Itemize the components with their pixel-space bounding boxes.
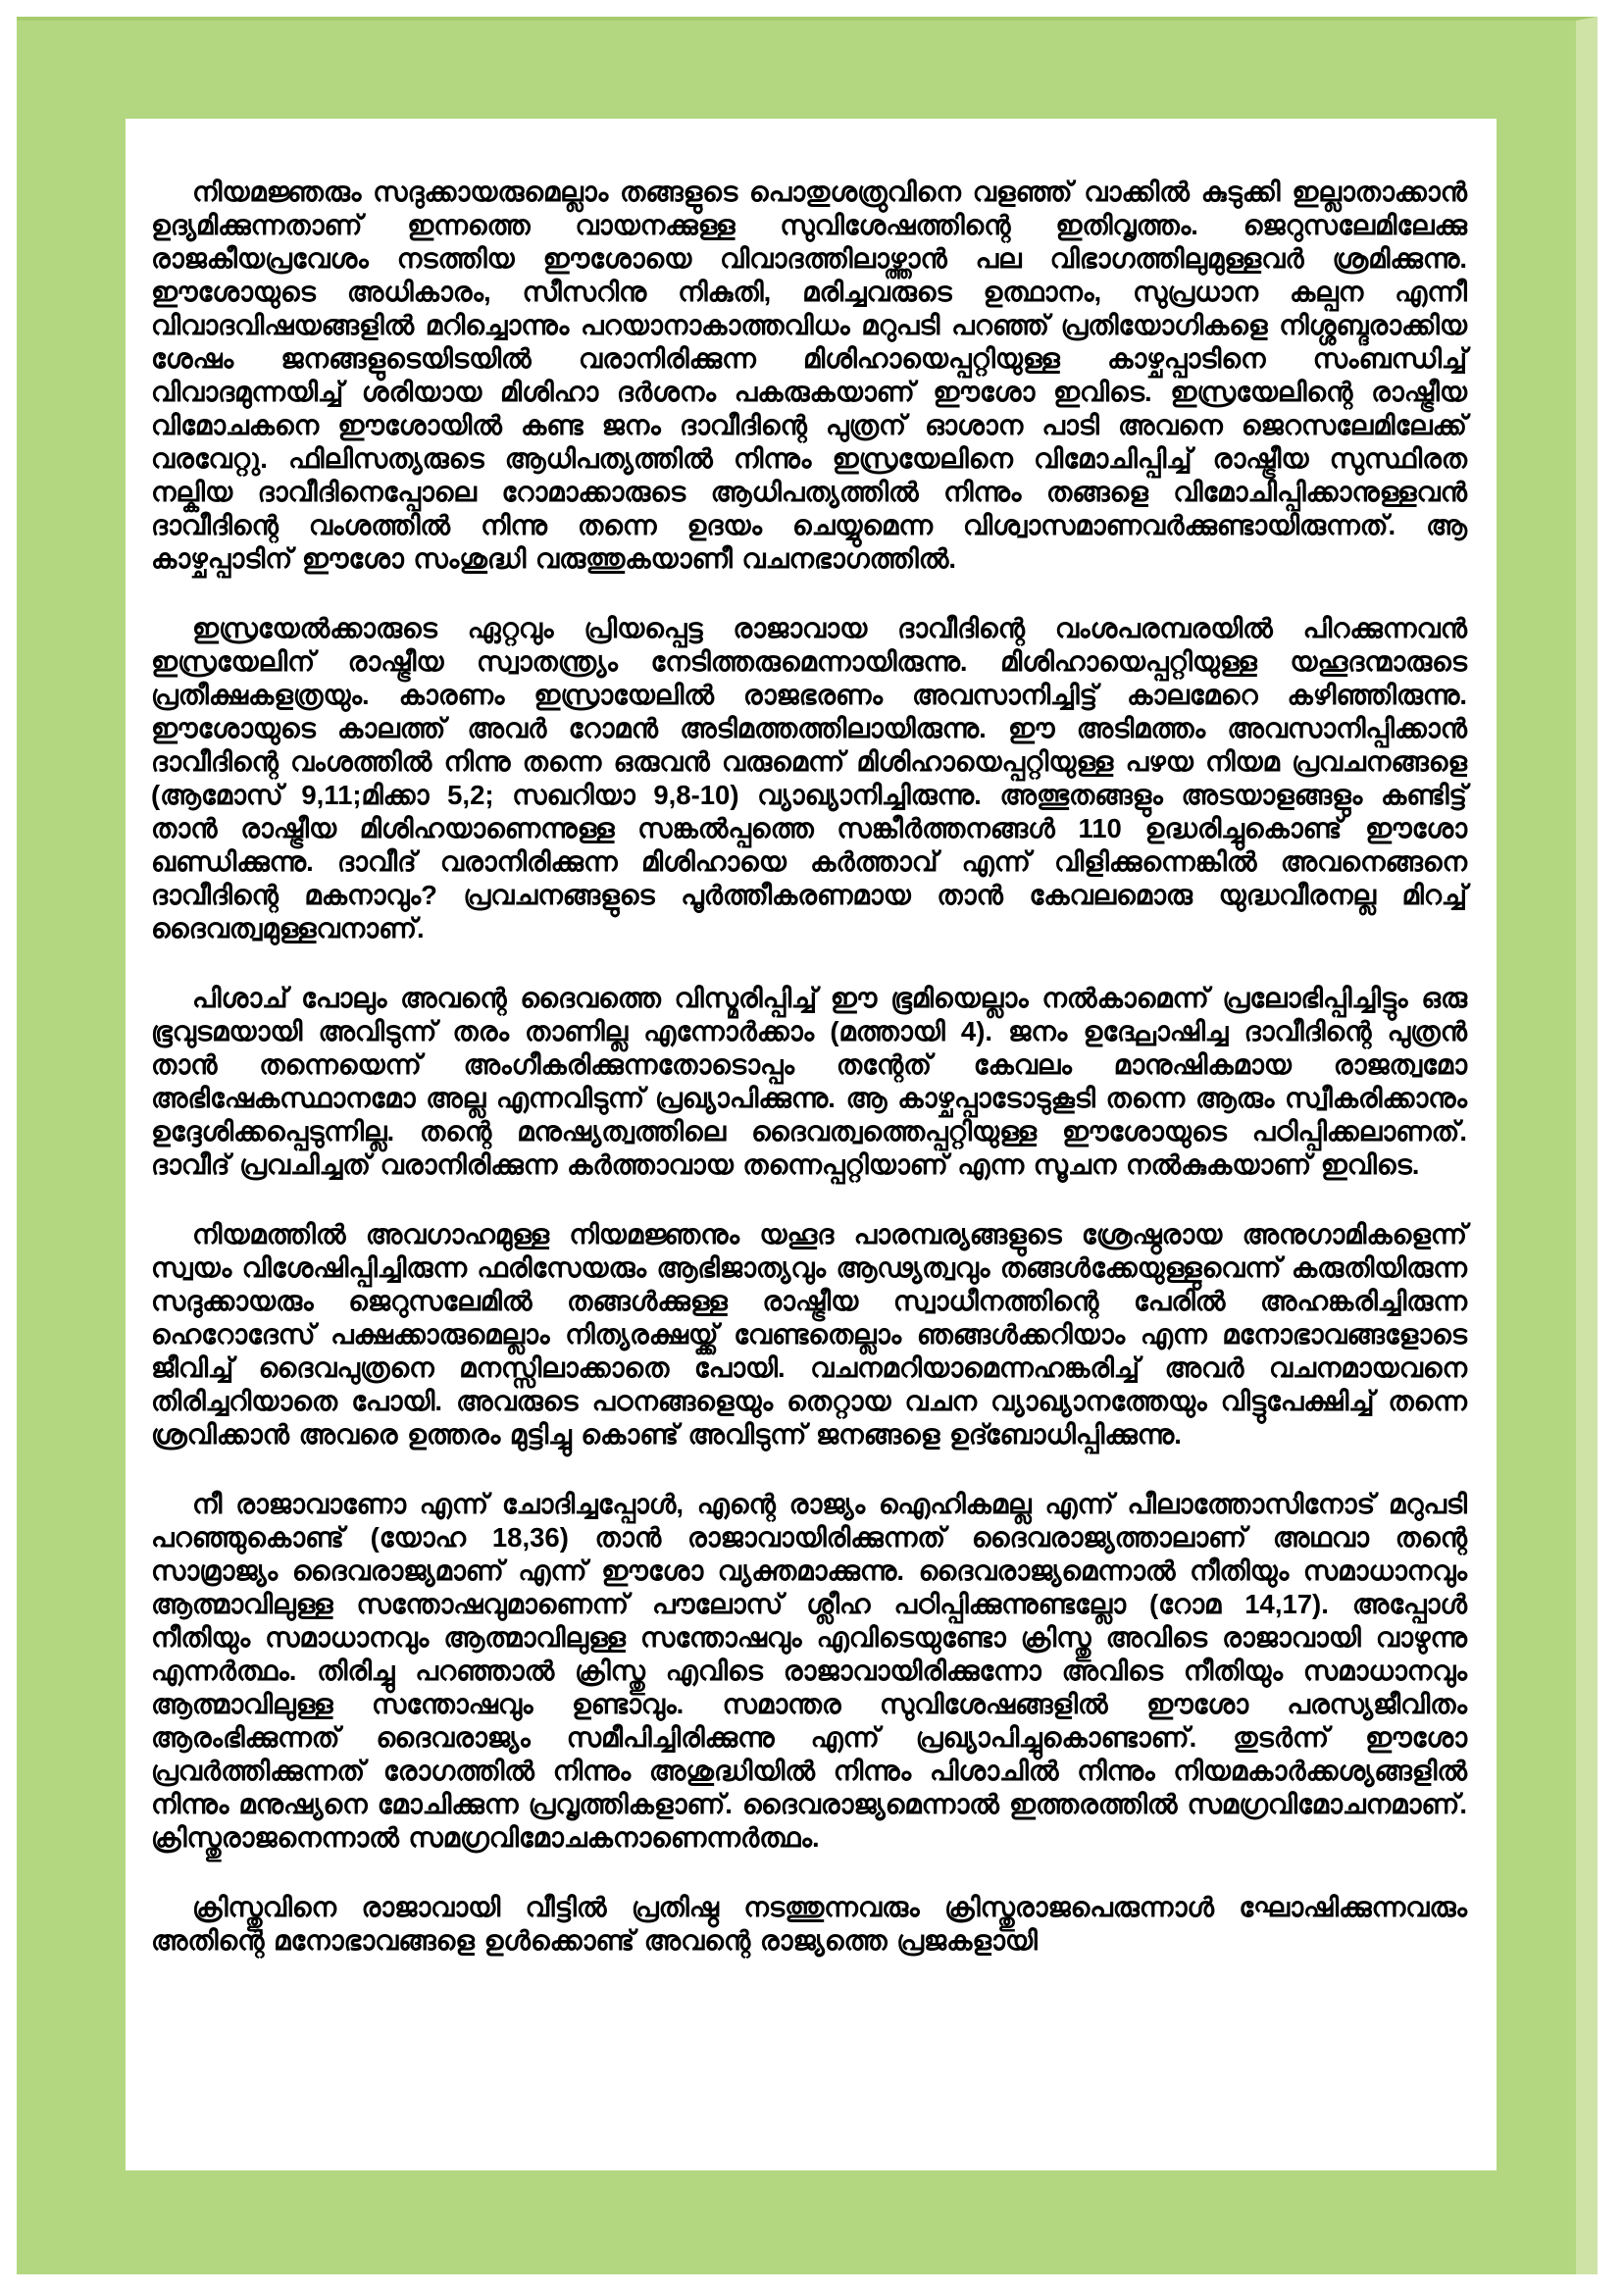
green-border-frame	[17, 17, 1598, 2274]
document-page	[126, 119, 1497, 2170]
paragraph-2: ഇസ്രയേൽക്കാരുടെ ഏറ്റവും പ്രിയപ്പെട്ട രാജാവായ ദാവീദിന്റെ വംശപരമ്പരയിൽ പിറക്കുന്നവൻ ഇസ്രയേലിന് രാഷ്ട്രീയ സ്വാതന്ത്ര്യം നേടിത്തരുമെന്നായിരുന്നു. മിശിഹായെപ്പറ്റിയുള്ള യഹൂദന്മാരുടെ പ്രതീക്ഷകളത്രയും. കാരണം ഇസ്രായേലിൽ രാജഭരണം അവസാനിച്ചിട്ട് കാലമേറെ കഴിഞ്ഞിരുന്നു. ഈശോയുടെ കാലത്ത് അവർ റോമൻ അടിമത്തത്തിലായിരുന്നു. ഈ അടിമത്തം അവസാനിപ്പിക്കാൻ ദാവീദിന്റെ വംശത്തിൽ നിന്നു തന്നെ ഒരുവൻ വരുമെന്ന് മിശിഹായെപ്പറ്റിയുള്ള പഴയ നിയമ പ്രവചനങ്ങളെ (ആമോസ് 9,11;മിക്കാ 5,2; സഖറിയാ 9,8-10) വ്യാഖ്യാനിച്ചിരുന്നു. അത്ഭുതങ്ങളും അടയാളങ്ങളും കണ്ടിട്ട് താൻ രാഷ്ട്രീയ മിശിഹയാണെന്നുള്ള സങ്കൽപ്പത്തെ സങ്കീർത്തനങ്ങൾ 110 ഉദ്ധരിച്ചുകൊണ്ട് ഈശോ ഖണ്ഡിക്കുന്നു. ദാവീദ് വരാനിരിക്കുന്ന മിശിഹായെ കർത്താവ് എന്ന് വിളിക്കുന്നെങ്കിൽ അവനെങ്ങനെ ദാവീദിന്റെ മകനാവും? പ്രവചനങ്ങളുടെ പൂർത്തീകരണമായ താൻ കേവലമൊരു യുദ്ധവീരനല്ല മിറച്ച് ദൈവത്വമുള്ളവനാണ്.	[151, 613, 1467, 943]
paragraph-1: നിയമജ്ഞരും സദുക്കായരുമെല്ലാം തങ്ങളുടെ പൊതുശത്രുവിനെ വളഞ്ഞ് വാക്കിൽ കുടുക്കി ഇല്ലാതാക്കാൻ ഉദ്യമിക്കുന്നതാണ് ഇന്നത്തെ വായനക്കുള്ള സുവിശേഷത്തിന്റെ ഇതിവൃത്തം. ജെറുസലേമിലേക്കു രാജകീയപ്രവേശം നടത്തിയ ഈശോയെ വിവാദത്തിലാഴ്ത്താൻ പല വിഭാഗത്തിലുമുള്ളവർ ശ്രമിക്കുന്നു. ഈശോയുടെ അധികാരം, സീസറിനു നികുതി, മരിച്ചവരുടെ ഉത്ഥാനം, സുപ്രധാന കല്പന എന്നീ വിവാദവിഷയങ്ങളിൽ മറിച്ചൊന്നും പറയാനാകാത്തവിധം മറുപടി പറഞ്ഞ് പ്രതിയോഗികളെ നിശ്ശബ്ദരാക്കിയ ശേഷം ജനങ്ങളുടെയിടയിൽ വരാനിരിക്കുന്ന മിശിഹായെപ്പറ്റിയുള്ള കാഴ്ചപ്പാടിനെ സംബന്ധിച്ച് വിവാദമുന്നയിച്ച് ശരിയായ മിശിഹാ ദർശനം പകരുകയാണ് ഈശോ ഇവിടെ. ഇസ്രയേലിന്റെ രാഷ്ട്രീയ വിമോചകനെ ഈശോയിൽ കണ്ട ജനം ദാവീദിന്റെ പുത്രന് ഓശാന പാടി അവനെ ജെറസലേമിലേക്ക് വരവേറ്റു. ഫിലിസത്യരുടെ ആധിപത്യത്തിൽ നിന്നും ഇസ്രയേലിനെ വിമോചിപ്പിച്ച് രാഷ്ട്രീയ സുസ്ഥിരത നല്കിയ ദാവീദിനെപ്പോലെ റോമാക്കാരുടെ ആധിപത്യത്തിൽ നിന്നും തങ്ങളെ വിമോചിപ്പിക്കാനുള്ളവൻ ദാവീദിന്റെ വംശത്തിൽ നിന്നു തന്നെ ഉദയം ചെയ്യുമെന്ന വിശ്വാസമാണവർക്കുണ്ടായിരുന്നത്. ആ കാഴ്ചപ്പാടിന് ഈശോ സംശുദ്ധി വരുത്തുകയാണീ വചനഭാഗത്തിൽ.	[151, 177, 1467, 574]
text-body	[151, 176, 1467, 1958]
paragraph-4: നിയമത്തിൽ അവഗാഹമുള്ള നിയമജ്ഞനും യഹൂദ പാരമ്പര്യങ്ങളുടെ ശ്രേഷ്ഠരായ അനുഗാമികളെന്ന് സ്വയം വിശേഷിപ്പിച്ചിരുന്ന ഫരിസേയരും ആഭിജാത്യവും ആഢ്യത്വവും തങ്ങൾക്കേയുള്ളുവെന്ന് കരുതിയിരുന്ന സദുക്കായരും ജെറുസലേമിൽ തങ്ങൾക്കുള്ള രാഷ്ട്രീയ സ്വാധീനത്തിന്റെ പേരിൽ അഹങ്കരിച്ചിരുന്ന ഹെറോദേസ് പക്ഷക്കാരുമെല്ലാം നിത്യരക്ഷയ്ക്ക് വേണ്ടതെല്ലാം ഞങ്ങൾക്കറിയാം എന്ന മനോഭാവങ്ങളോടെ ജീവിച്ച് ദൈവപുത്രനെ മനസ്സിലാക്കാതെ പോയി. വചനമറിയാമെന്നഹങ്കരിച്ച് അവർ വചനമായവനെ തിരിച്ചറിയാതെ പോയി. അവരുടെ പഠനങ്ങളെയും തെറ്റായ വചന വ്യാഖ്യാനത്തേയും വിട്ടുപേക്ഷിച്ച് തന്നെ ശ്രവിക്കാൻ അവരെ ഉത്തരം മുട്ടിച്ചു കൊണ്ട് അവിടുന്ന് ജനങ്ങളെ ഉദ്ബോധിപ്പിക്കുന്നു.	[151, 1219, 1467, 1450]
paragraph-6: ക്രിസ്തുവിനെ രാജാവായി വീട്ടിൽ പ്രതിഷ്ഠ നടത്തുന്നവരും ക്രിസ്തുരാജപെരുന്നാൾ ഘോഷിക്കുന്നവരും അതിന്റെ മനോഭാവങ്ങളെ ഉൾക്കൊണ്ട് അവന്റെ രാജ്യത്തെ പ്രജകളായി	[151, 1892, 1467, 1956]
paragraph-5: നീ രാജാവാണോ എന്ന് ചോദിച്ചപ്പോൾ, എന്റെ രാജ്യം ഐഹികമല്ല എന്ന് പീലാത്തോസിനോട് മറുപടി പറഞ്ഞുകൊണ്ട് (യോഹ 18,36) താൻ രാജാവായിരിക്കുന്നത് ദൈവരാജ്യത്താലാണ് അഥവാ തന്റെ സാമ്രാജ്യം ദൈവരാജ്യമാണ് എന്ന് ഈശോ വ്യക്തമാക്കുന്നു. ദൈവരാജ്യമെന്നാൽ നീതിയും സമാധാനവും ആത്മാവിലുള്ള സന്തോഷവുമാണെന്ന് പൗലോസ് ശ്ലീഹ പഠിപ്പിക്കുന്നുണ്ടല്ലോ (റോമ 14,17). അപ്പോൾ നീതിയും സമാധാനവും ആത്മാവിലുള്ള സന്തോഷവും എവിടെയുണ്ടോ ക്രിസ്തു അവിടെ രാജാവായി വാഴുന്നു എന്നർത്ഥം. തിരിച്ചു പറഞ്ഞാൽ ക്രിസ്തു എവിടെ രാജാവായിരിക്കുന്നോ അവിടെ നീതിയും സമാധാനവും ആത്മാവിലുള്ള സന്തോഷവും ഉണ്ടാവും. സമാന്തര സുവിശേഷങ്ങളിൽ ഈശോ പരസ്യജീവിതം ആരംഭിക്കുന്നത് ദൈവരാജ്യം സമീപിച്ചിരിക്കുന്നു എന്ന് പ്രഖ്യാപിച്ചുകൊണ്ടാണ്. തുടർന്ന് ഈശോ പ്രവർത്തിക്കുന്നത് രോഗത്തിൽ നിന്നും അശുദ്ധിയിൽ നിന്നും പിശാചിൽ നിന്നും നിയമകാർക്കശ്യങ്ങളിൽ നിന്നും മനുഷ്യനെ മോചിക്കുന്ന പ്രവൃത്തികളാണ്. ദൈവരാജ്യമെന്നാൽ ഇത്തരത്തിൽ സമഗ്രവിമോചനമാണ്. ക്രിസ്തുരാജനെന്നാൽ സമഗ്രവിമോചകനാണെന്നർത്ഥം.	[151, 1489, 1467, 1853]
paragraph-3: പിശാച് പോലും അവന്റെ ദൈവത്തെ വിസ്മരിപ്പിച്ച് ഈ ഭൂമിയെല്ലാം നൽകാമെന്ന് പ്രലോഭിപ്പിച്ചിട്ടും ഒരു ഭൂവുടമയായി അവിടുന്ന് തരം താണില്ല എന്നോർക്കാം (മത്തായി 4). ജനം ഉദ്ഘോഷിച്ച ദാവീദിന്റെ പുത്രൻ താൻ തന്നെയെന്ന് അംഗീകരിക്കുന്നതോടൊപ്പം തന്റേത് കേവലം മാനുഷികമായ രാജത്വമോ അഭിഷേകസ്ഥാനമോ അല്ല എന്നവിടുന്ന് പ്രഖ്യാപിക്കുന്നു. ആ കാഴ്ചപ്പാടോടുകൂടി തന്നെ ആരും സ്വീകരിക്കാനും ഉദ്ദേശിക്കപ്പെടുന്നില്ല. തന്റെ മനുഷ്യത്വത്തിലെ ദൈവത്വത്തെപ്പറ്റിയുള്ള ഈശോയുടെ പഠിപ്പിക്കലാണത്. ദാവീദ് പ്രവചിച്ചത് വരാനിരിക്കുന്ന കർത്താവായ തന്നെപ്പറ്റിയാണ് എന്ന സൂചന നൽകുകയാണ് ഇവിടെ.	[151, 983, 1467, 1180]
